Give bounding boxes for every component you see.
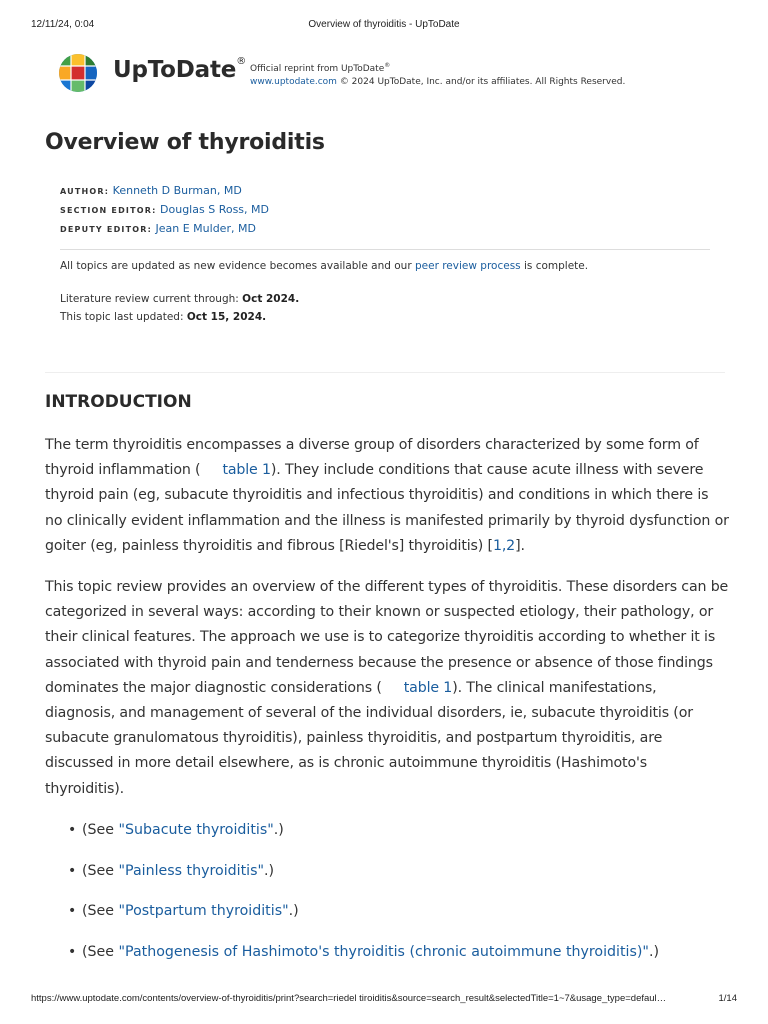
see-also-list [68,820,728,982]
see-hashimoto-link[interactable]: "Pathogenesis of Hashimoto's thyroiditis (chronic autoimmune thyroiditis)" [118,943,649,960]
bullet-icon: • [68,943,77,960]
copyright-text: © 2024 UpToDate, Inc. and/or its affiliates. All Rights Reserved. [336,77,626,87]
intro-paragraph-2: This topic review provides an overview of the different types of thyroiditis. These disorders can be categorized in several ways: according to their known or suspected etiology, their pathology, or their clinical features. The approach we use is to categorize thyroiditis according to whether it is associated with thyroid pain and tenderness because the presence or absence of those findings dominates the major diagnostic considerations ( table 1). The clinical manifestations, diagnosis, and management of several of the individual disorders, ie, subacute thyroiditis (or subacute granulomatous thyroiditis), painless thyroiditis, and postpartum thyroiditis, are discussed in more detail elsewhere, as is chronic autoimmune thyroiditis (Hashimoto's thyroiditis). [45,579,729,797]
see-postpartum-link[interactable]: "Postpartum thyroiditis" [118,903,289,919]
bullet-icon: • [68,862,77,879]
divider [60,249,710,250]
author-credits [60,182,269,239]
brand-bar [58,51,738,97]
print-footer [0,993,768,1007]
uptodate-wordmark: UpToDate® [113,56,246,83]
update-notice: All topics are updated as new evidence becomes available and our peer review process is complete. [60,260,589,272]
uptodate-logo-icon [58,53,98,93]
credit-row: AUTHOR: Kenneth D Burman, MD [60,184,242,197]
credit-row: DEPUTY EDITOR: Jean E Mulder, MD [60,222,256,235]
list-item: • (See "Postpartum thyroiditis".) [68,903,299,919]
table-1-link[interactable]: table 1 [222,462,271,479]
divider [45,372,725,373]
last-updated-date: Oct 15, 2024. [186,311,267,323]
list-item: • (See "Pathogenesis of Hashimoto's thyroiditis (chronic autoimmune thyroiditis)".) [68,943,659,960]
credit-label: DEPUTY EDITOR [60,225,148,234]
section-editor-link[interactable]: Douglas S Ross, MD [160,203,269,216]
author-link[interactable]: Kenneth D Burman, MD [112,184,242,197]
review-dates: Literature review current through: Oct 2024. This topic last updated: Oct 15, 2024. [60,293,300,323]
page-number: 1/14 [718,993,737,1004]
see-painless-link[interactable]: "Painless thyroiditis" [118,862,265,879]
print-url: https://www.uptodate.com/contents/overview-of-thyroiditis/print?search=riedel tiroiditis&source=search_result&selectedTitle=1~7&usage_type=defaul… [31,993,667,1004]
list-item: • (See "Painless thyroiditis".) [68,862,275,879]
lit-review-date: Oct 2024. [242,293,300,305]
print-date: 12/11/24, 0:04 [31,19,95,30]
reprint-text: Official reprint from UpToDate [250,64,385,74]
table-1-link[interactable]: table 1 [403,679,453,696]
reprint-notice: Official reprint from UpToDate® www.uptodate.com © 2024 UpToDate, Inc. and/or its affiliates. All Rights Reserved. [250,62,626,87]
intro-paragraph-1: The term thyroiditis encompasses a diverse group of disorders characterized by some form of thyroid inflammation ( table 1). They include conditions that cause acute illness with severe thyroid pain (eg, subacute thyroiditis and infectious thyroiditis) and conditions in which there is no clinically evident inflammation and the illness is manifested primarily by thyroid dysfunction or goiter (eg, painless thyroiditis and fibrous [Riedel's] thyroiditis) [1,2]. [45,437,729,554]
credit-label: SECTION EDITOR [60,206,153,215]
bullet-icon: • [68,822,77,838]
site-link[interactable]: www.uptodate.com [250,77,337,87]
list-item: • (See "Subacute thyroiditis".) [68,822,284,838]
credit-row: SECTION EDITOR: Douglas S Ross, MD [60,203,269,216]
page-title: Overview of thyroiditis [45,130,325,155]
print-page-title: Overview of thyroiditis - UpToDate [308,19,460,30]
bullet-icon: • [68,903,77,919]
deputy-editor-link[interactable]: Jean E Mulder, MD [155,222,256,235]
see-subacute-link[interactable]: "Subacute thyroiditis" [118,822,274,838]
print-header [0,19,768,33]
peer-review-link[interactable]: peer review process [414,260,521,272]
credit-label: AUTHOR [60,187,105,196]
reference-link[interactable]: 1,2 [492,537,516,554]
section-heading-introduction: INTRODUCTION [45,392,192,412]
